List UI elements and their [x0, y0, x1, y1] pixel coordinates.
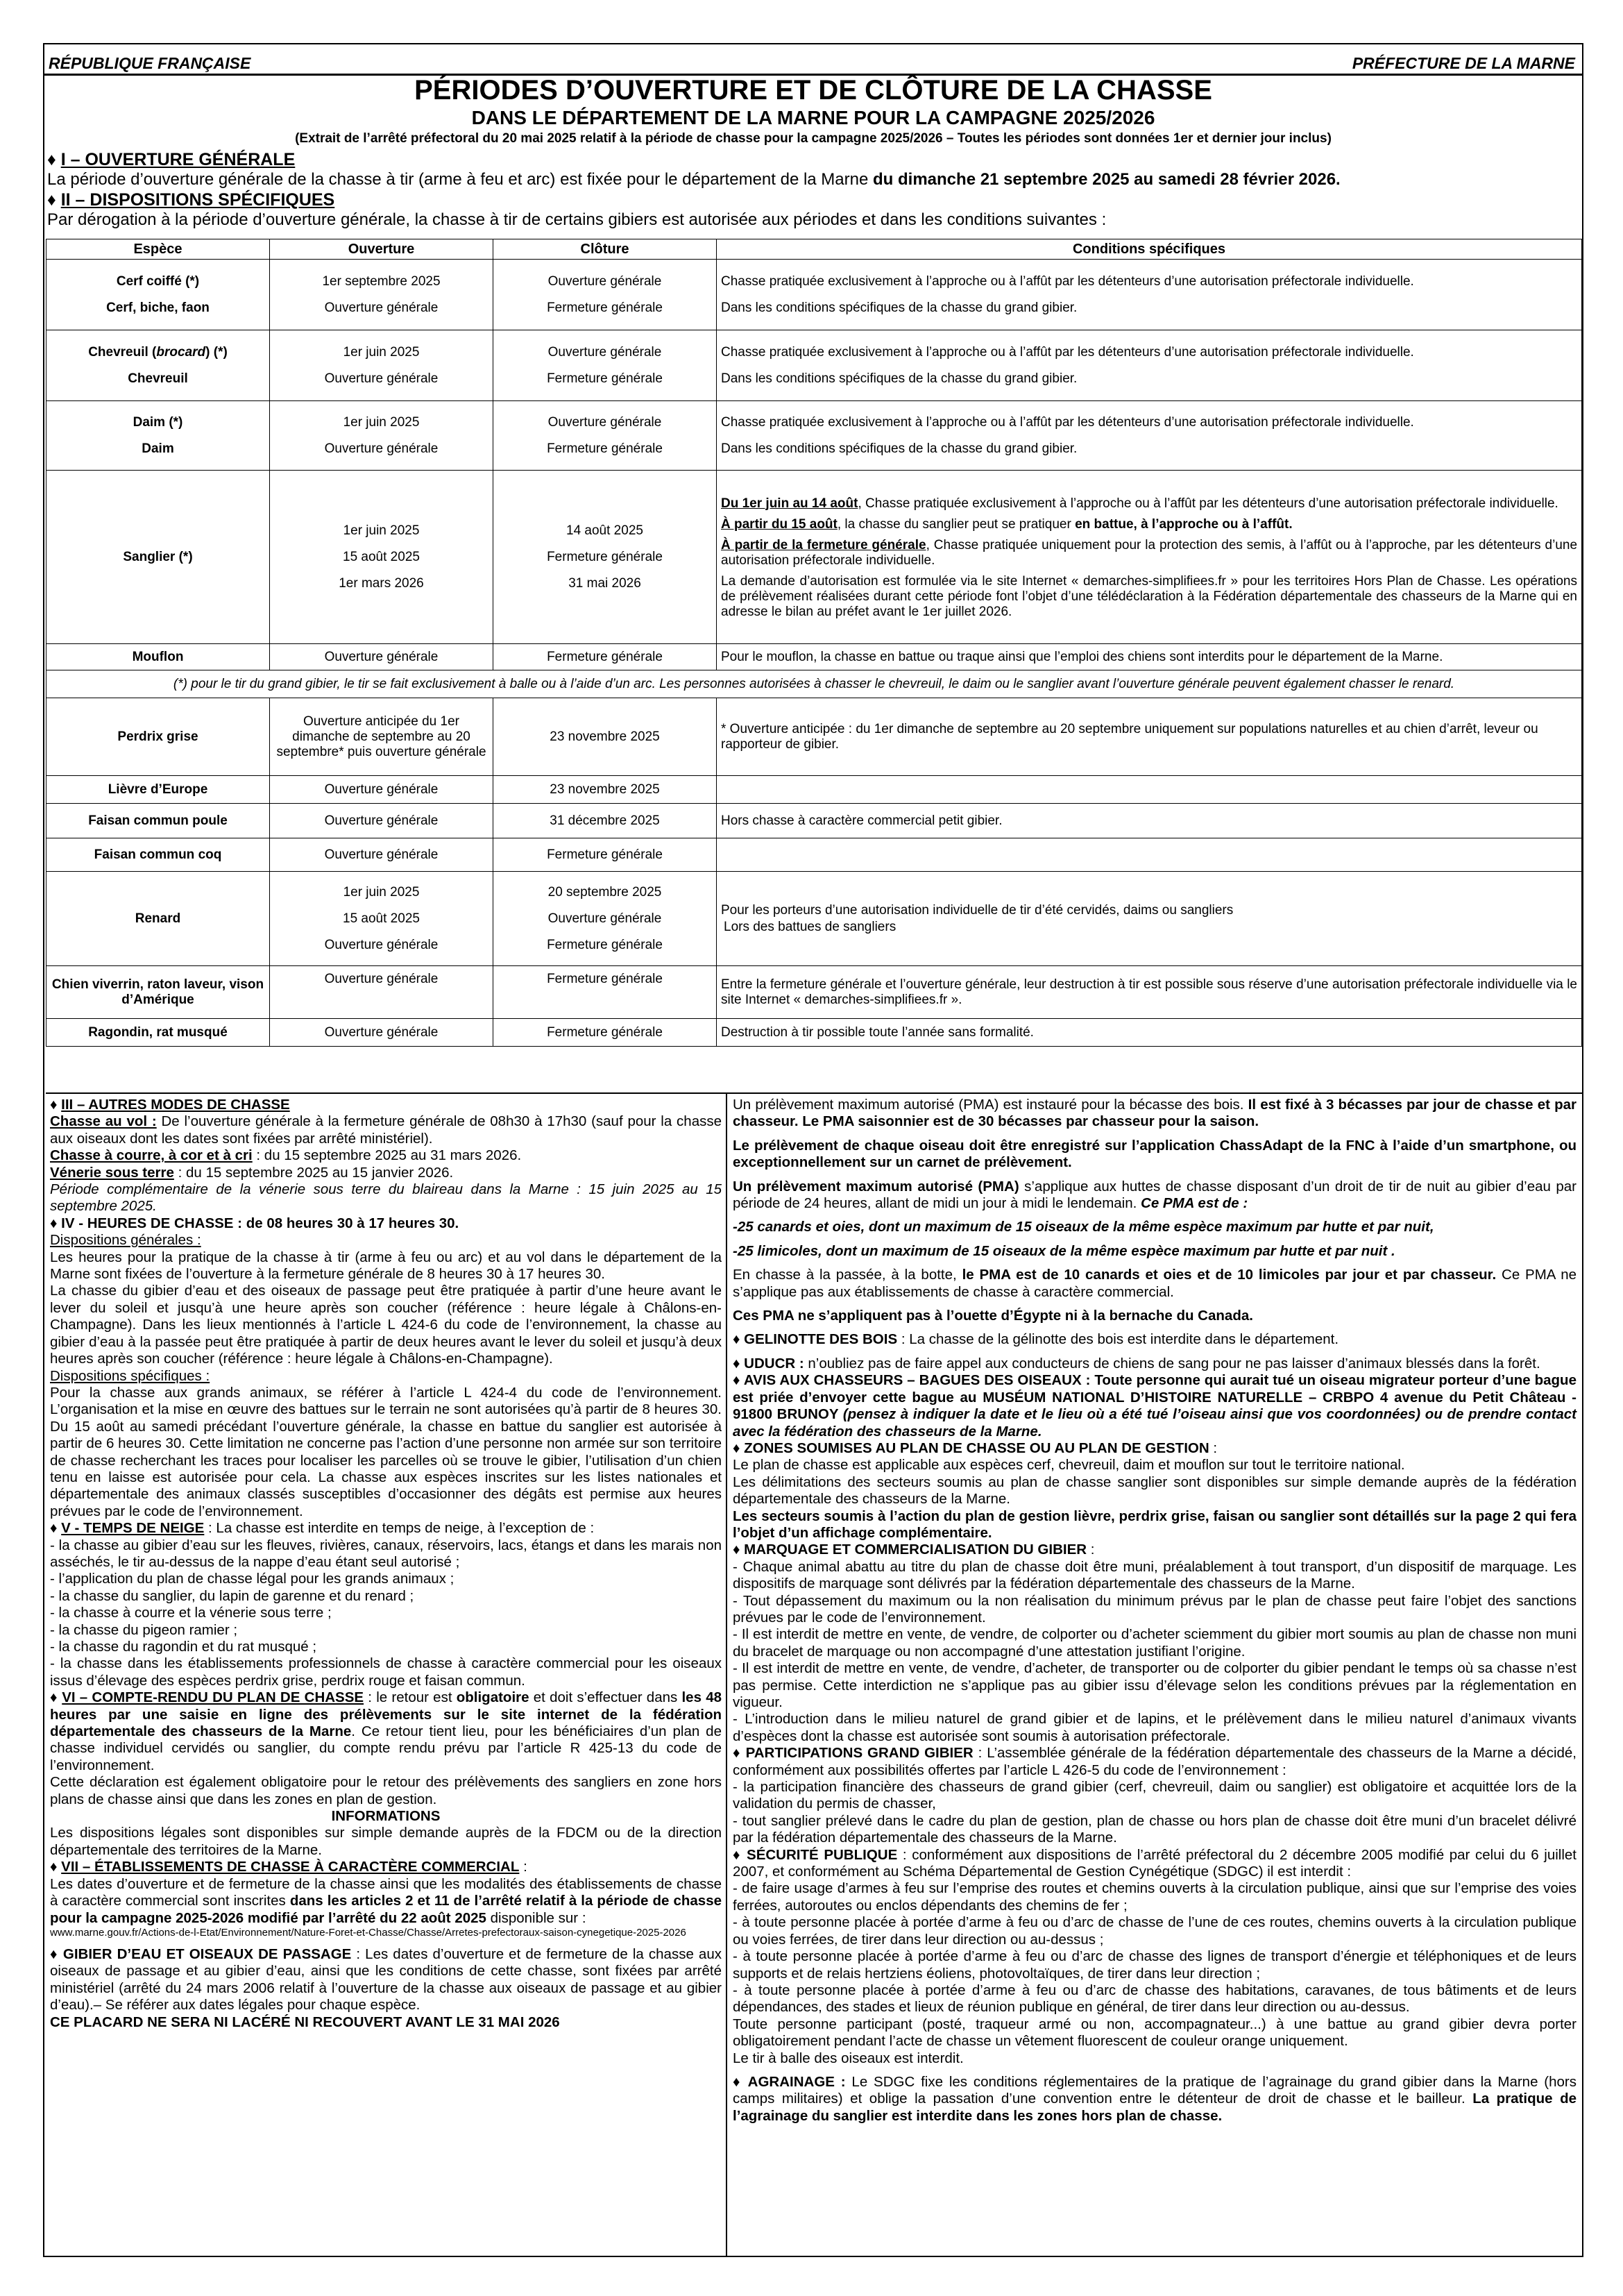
- table-row: [46, 1019, 1582, 1047]
- species-name: Faisan commun coq: [46, 838, 270, 872]
- species-name: Ragondin, rat musqué: [46, 1019, 270, 1047]
- dispositions-generales-1: Les heures pour la pratique de la chasse à tir (arme à feu ou arc) et au vol dans le département de la Marne sont fixées de l’ouverture à la fermeture générale de 8 heures 30 à 17 heures 30.: [50, 1249, 722, 1283]
- opening-date: 1er juin 2025: [343, 344, 420, 360]
- pma-chassadapt: Le prélèvement de chaque oiseau doit être enregistré sur l’application ChassAdapt de la FNC à l’aide d’un smartphone, ou exceptionnellement sur un carnet de prélèvement.: [733, 1137, 1577, 1171]
- section-1-heading: ♦ I – OUVERTURE GÉNÉRALE: [47, 150, 296, 169]
- table-row: [46, 838, 1582, 872]
- zones-heading: ♦ ZONES SOUMISES AU PLAN DE CHASSE OU AU PLAN DE GESTION :: [733, 1440, 1218, 1456]
- condition-text: * Ouverture anticipée : du 1er dimanche de septembre au 20 septembre uniquement sur populations naturelles et au chien d’arrêt, leveur ou rapporteur de gibier.: [717, 698, 1582, 776]
- right-column: [727, 1094, 1582, 2257]
- species-table: [46, 239, 1582, 1047]
- opening-date: Ouverture générale: [324, 300, 439, 315]
- section-4-heading: ♦ IV - HEURES DE CHASSE : de 08 heures 30 à 17 heures 30.: [50, 1215, 459, 1231]
- securite-item: - à toute personne placée à portée d’arme à feu ou d’arc de chasse des habitations, caravanes, de tous bâtiments et de leurs dépendances, des stades et lieux de réunion publique en général, de tirer dans leur direction ou au-dessus.: [733, 1982, 1577, 2016]
- page-title: PÉRIODES D’OUVERTURE ET DE CLÔTURE DE LA CHASSE: [414, 75, 1212, 105]
- closing-date: 31 décembre 2025: [493, 804, 717, 838]
- page-subtitle: DANS LE DÉPARTEMENT DE LA MARNE POUR LA CAMPAGNE 2025/2026: [471, 107, 1155, 128]
- opening-date: Ouverture générale: [270, 966, 493, 1019]
- closing-date: Ouverture générale: [547, 273, 662, 289]
- section-7-text: Les dates d’ouverture et de fermeture de la chasse ainsi que les modalités des établissements de chasse à caractère commercial sont inscrites dans les articles 2 et 11 de l’arrêté relatif à la période de chasse pour la campagne 2025-2026 modifié par l’arrêté du 22 août 2025 disponible sur :: [50, 1875, 722, 1926]
- neige-item: - la chasse du ragondin et du rat musqué ;: [50, 1639, 317, 1655]
- informations-heading: INFORMATIONS: [331, 1808, 441, 1825]
- dispositions-generales-heading: Dispositions générales :: [50, 1232, 201, 1249]
- section-5-heading: ♦ V - TEMPS DE NEIGE : La chasse est interdite en temps de neige, à l’exception de :: [50, 1520, 595, 1537]
- republique-label: RÉPUBLIQUE FRANÇAISE: [49, 54, 251, 72]
- condition-text: Du 1er juin au 14 août, Chasse pratiquée exclusivement à l’approche ou à l’affût par les détenteurs d’une autorisation préfectorale individuelle.: [721, 496, 1558, 511]
- table-row: [46, 401, 1582, 471]
- securite-item: - à toute personne placée à portée d’arme à feu ou d’arc de chasse de l’une de ces routes, chemins ouverts à la circulation publique ou voies ferrées, de tirer dans leur direction ou au-dessus ;: [733, 1914, 1577, 1948]
- table-row: [46, 804, 1582, 838]
- section-2-heading: ♦ II – DISPOSITIONS SPÉCIFIQUES: [47, 190, 335, 210]
- table-row: [46, 644, 1582, 670]
- opening-date: 1er juin 2025: [343, 414, 420, 430]
- participations-item: - la participation financière des chasseurs de grand gibier (cerf, chevreuil, daim ou sanglier) est obligatoire et acquittée lors de la validation du permis de chasser,: [733, 1779, 1577, 1812]
- opening-date: Ouverture générale: [270, 644, 493, 670]
- condition-text: Chasse pratiquée exclusivement à l’approche ou à l’affût par les détenteurs d’une autorisation préfectorale individuelle.: [721, 414, 1414, 430]
- condition-text: Pour les porteurs d’une autorisation individuelle de tir d’été cervidés, daims ou sangliers: [721, 902, 1234, 918]
- arrete-extract: (Extrait de l’arrêté préfectoral du 20 mai 2025 relatif à la période de chasse pour la campagne 2025/2026 – Toutes les périodes sont données 1er et dernier jour inclus): [295, 131, 1332, 146]
- condition-text: Chasse pratiquée exclusivement à l’approche ou à l’affût par les détenteurs d’une autorisation préfectorale individuelle.: [721, 273, 1414, 289]
- prefecture-label: PRÉFECTURE DE LA MARNE: [1352, 54, 1575, 72]
- neige-item: - l’application du plan de chasse légal pour les grands animaux ;: [50, 1571, 454, 1587]
- opening-date: Ouverture générale: [324, 441, 439, 456]
- condition-text: Chasse pratiquée exclusivement à l’approche ou à l’affût par les détenteurs d’une autorisation préfectorale individuelle.: [721, 344, 1414, 360]
- pma-huttes: Un prélèvement maximum autorisé (PMA) s’applique aux huttes de chasse disposant d’un droit de tir de nuit au gibier d’eau par période de 24 heures, allant de midi un jour à midi le lendemain. Ce PMA est de :: [733, 1178, 1577, 1212]
- marquage-heading: ♦ MARQUAGE ET COMMERCIALISATION DU GIBIER :: [733, 1542, 1095, 1558]
- condition-text: La demande d’autorisation est formulée via le site Internet « demarches-simplifiees.fr » pour les territoires Hors Plan de Chasse. Les opérations de prélèvement réalisées durant cette période font l’objet d’une télédéclaration à la Fédération départementale des chasseurs de la Marne qui en adresse le bilan au préfet avant le 1er juillet 2026.: [721, 573, 1577, 619]
- species-name: Faisan commun poule: [46, 804, 270, 838]
- securite: ♦ SÉCURITÉ PUBLIQUE : conformément aux dispositions de l’arrêté préfectoral du 2 décembre 2005 modifié par celui du 6 juillet 2007, et conformément au Schéma Départemental de Gestion Cynégétique (SDGC) il est interdit :: [733, 1846, 1577, 1880]
- closing-date: Fermeture générale: [493, 644, 717, 670]
- closing-date: Fermeture générale: [547, 937, 663, 952]
- opening-date: Ouverture générale: [324, 371, 439, 386]
- opening-date: 1er mars 2026: [339, 575, 424, 591]
- species-name: Cerf, biche, faon: [106, 300, 210, 315]
- pma-limicoles: -25 limicoles, dont un maximum de 15 oiseaux de la même espèce maximum par hutte et par nuit .: [733, 1242, 1395, 1259]
- placard-notice: CE PLACARD NE SERA NI LACÉRÉ NI RECOUVERT AVANT LE 31 MAI 2026: [50, 2014, 560, 2030]
- condition-text: À partir du 15 août, la chasse du sanglier peut se pratiquer en battue, à l’approche ou à l’affût.: [721, 516, 1293, 532]
- condition-text: [717, 776, 1582, 804]
- pma-becasse: Un prélèvement maximum autorisé (PMA) est instauré pour la bécasse des bois. Il est fixé à 3 bécasses par jour de chasse et par chasseur. Le PMA saisonnier est de 30 bécasses par chasseur pour la saison.: [733, 1097, 1577, 1130]
- closing-date: Fermeture générale: [547, 300, 663, 315]
- bottom-columns: [46, 1092, 1582, 2257]
- closing-date: 14 août 2025: [566, 523, 643, 538]
- section-3-heading: ♦ III – AUTRES MODES DE CHASSE: [50, 1097, 290, 1113]
- zones-text: Le plan de chasse est applicable aux espèces cerf, chevreuil, daim et mouflon sur tout le territoire national.: [733, 1457, 1405, 1474]
- marquage-item: - L’introduction dans le milieu naturel de grand gibier et de lapins, et le prélèvement dans le milieu naturel d’animaux vivants d’espèces dont la chasse est autorisée sont soumis à autorisation préfectorale.: [733, 1711, 1577, 1744]
- species-name: Chevreuil (brocard) (*): [88, 344, 228, 360]
- species-name: Renard: [46, 872, 270, 966]
- table-row: [46, 966, 1582, 1019]
- table-row: [46, 330, 1582, 401]
- species-name: Perdrix grise: [46, 698, 270, 776]
- avis-bagues: ♦ AVIS AUX CHASSEURS – BAGUES DES OISEAUX : Toute personne qui aurait tué un oiseau migrateur porteur d’une bague est priée d’envoyer cette bague au MUSÉUM NATIONAL D’HISTOIRE NATURELLE – CRBPO 4 avenue du Petit Château - 91800 BRUNOY (pensez à indiquer la date et le lieu où a été tué l’oiseau ainsi que vos coordonnées) ou de prendre contact avec la fédération des chasseurs de la Marne.: [733, 1372, 1577, 1440]
- participations-item: - tout sanglier prélevé dans le cadre du plan de gestion, plan de chasse ou hors plan de chasse doit être muni d’un bracelet délivré par la fédération départementale des chasseurs de la Marne.: [733, 1812, 1577, 1846]
- dispositions-generales-2: La chasse du gibier d’eau et des oiseaux de passage peut être pratiquée à partir d’une heure avant le lever du soleil et jusqu’à une heure après son coucher (référence : heure légale à Châlons-en-Champagne). Dans les lieux mentionnés à l’article L 424-6 du code de l’environnement, la chasse au gibier d’eau à la passée peut être pratiquée à partir de deux heures avant le lever du soleil et jusqu’à deux heures après son coucher (référence : heure légale à Châlons-en-Champagne).: [50, 1283, 722, 1367]
- venerie-sous-terre: Vénerie sous terre : du 15 septembre 2025 au 15 janvier 2026.: [50, 1164, 454, 1181]
- species-name: Daim (*): [133, 414, 183, 430]
- pma-exception: Ces PMA ne s’appliquent pas à l’ouette d’Égypte ni à la bernache du Canada.: [733, 1308, 1253, 1324]
- opening-date: 15 août 2025: [343, 911, 420, 926]
- securite-tir-balle: Le tir à balle des oiseaux est interdit.: [733, 2050, 964, 2066]
- pma-canards: -25 canards et oies, dont un maximum de 15 oiseaux de la même espèce maximum par hutte et par nuit,: [733, 1219, 1434, 1235]
- col-header: Conditions spécifiques: [717, 239, 1582, 260]
- condition-text: Lors des battues de sangliers: [724, 919, 897, 934]
- venerie-complementaire: Période complémentaire de la vénerie sous terre du blaireau dans la Marne : 15 juin 2025 au 15 septembre 2025.: [50, 1181, 722, 1215]
- table-header-row: [46, 239, 1582, 260]
- condition-text: Dans les conditions spécifiques de la chasse du grand gibier.: [721, 300, 1078, 315]
- neige-item: - la chasse du sanglier, du lapin de garenne et du renard ;: [50, 1587, 414, 1604]
- table-row: [46, 776, 1582, 804]
- section-6-declaration: Cette déclaration est également obligatoire pour le retour des prélèvements des sangliers en zone hors plans de chasse ainsi que dans les zones en plan de gestion.: [50, 1774, 722, 1807]
- grand-gibier-note: (*) pour le tir du grand gibier, le tir se fait exclusivement à balle ou à l’aide d’un arc. Les personnes autorisées à chasser le chevreuil, le daim ou le sanglier avant l’ouverture générale peuvent également chasser le renard.: [46, 670, 1582, 698]
- species-name: Mouflon: [46, 644, 270, 670]
- species-name: Chien viverrin, raton laveur, vison d’Amérique: [46, 966, 270, 1019]
- opening-date: Ouverture anticipée du 1er dimanche de septembre au 20 septembre* puis ouverture générale: [270, 698, 493, 776]
- opening-date: 1er juin 2025: [343, 884, 420, 900]
- chasse-au-vol: Chasse au vol : De l’ouverture générale à la fermeture générale de 08h30 à 17h30 (sauf pour la chasse aux oiseaux dont les dates sont fixées par arrêté ministériel).: [50, 1113, 722, 1147]
- table-row: [46, 471, 1582, 644]
- species-name: Daim: [142, 441, 174, 456]
- condition-text: Destruction à tir possible toute l’année sans formalité.: [717, 1019, 1582, 1047]
- condition-text: Dans les conditions spécifiques de la chasse du grand gibier.: [721, 441, 1078, 456]
- marquage-item: - Il est interdit de mettre en vente, de vendre, de colporter ou d’acheter sciemment du gibier mort soumis au plan de chasse non muni du bracelet de marquage ou non accompagné d’une attestation justifiant l’origine.: [733, 1626, 1577, 1660]
- condition-text: [717, 838, 1582, 872]
- condition-text: Pour le mouflon, la chasse en battue ou traque ainsi que l’emploi des chiens sont interdits pour le département de la Marne.: [717, 644, 1582, 670]
- placard-page: [43, 43, 1583, 2257]
- marquage-item: - Chaque animal abattu au titre du plan de chasse doit être muni, préalablement à tout transport, d’un dispositif de marquage. Les dispositifs de marquage sont délivrés par la fédération départementale des chasseurs de la Marne.: [733, 1558, 1577, 1592]
- closing-date: Fermeture générale: [547, 371, 663, 386]
- neige-item: - la chasse au gibier d’eau sur les fleuves, rivières, canaux, réservoirs, lacs, étangs et dans les marais non asséchés, le tir au-dessus de la nappe d’eau étant seul autorisé ;: [50, 1537, 722, 1570]
- closing-date: 23 novembre 2025: [493, 776, 717, 804]
- section-1-text: La période d’ouverture générale de la chasse à tir (arme à feu et arc) est fixée pour le département de la Marne du dimanche 21 septembre 2025 au samedi 28 février 2026.: [47, 170, 1341, 189]
- participations: ♦ PARTICIPATIONS GRAND GIBIER : L’assemblée générale de la fédération départementale des chasseurs de la Marne a décidé, conformément aux possibilités offertes par l’article L 426-5 du code de l’environnement :: [733, 1745, 1577, 1778]
- species-name: Cerf coiffé (*): [116, 273, 200, 289]
- condition-text: À partir de la fermeture générale, Chasse pratiquée uniquement pour la protection des semis, à l’affût ou à l’approche, par les détenteurs d’une autorisation préfectorale individuelle.: [721, 537, 1578, 568]
- table-note-row: [46, 670, 1582, 698]
- closing-date: 31 mai 2026: [568, 575, 641, 591]
- species-name: Sanglier (*): [46, 471, 270, 644]
- securite-battue: Toute personne participant (posté, traqueur armé ou non, accompagnateur...) à une battue au grand gibier devra porter obligatoirement pendant l’acte de chasse un vêtement fluorescent de couleur orange uniquement.: [733, 2016, 1577, 2050]
- uducr: ♦ UDUCR : n’oubliez pas de faire appel aux conducteurs de chiens de sang pour ne pas laisser d’animaux blessés dans la forêt.: [733, 1355, 1540, 1371]
- opening-date: 15 août 2025: [343, 549, 420, 564]
- zones-text: Les délimitations des secteurs soumis au plan de chasse sanglier sont disponibles sur simple demande auprès de la fédération départementale des chasseurs de la Marne.: [733, 1474, 1577, 1508]
- opening-date: 1er juin 2025: [343, 523, 420, 538]
- informations-text: Les dispositions légales sont disponibles sur simple demande auprès de la FDCM ou de la direction départementale des territoires de la Marne.: [50, 1825, 722, 1858]
- opening-date: Ouverture générale: [270, 776, 493, 804]
- opening-date: Ouverture générale: [270, 838, 493, 872]
- agrainage: ♦ AGRAINAGE : Le SDGC fixe les conditions réglementaires de la pratique de l’agrainage du grand gibier dans la Marne (hors camps militaires) et oblige la passation d’une convention entre le détenteur de droit de chasse et le bailleur. La pratique de l’agrainage du sanglier est interdite dans les zones hors plan de chasse.: [733, 2073, 1577, 2124]
- section-6: ♦ VI – COMPTE-RENDU DU PLAN DE CHASSE : le retour est obligatoire et doit s’effectuer dans les 48 heures par une saisie en ligne des prélèvements sur le site internet de la fédération départementale des chasseurs de la Marne. Ce retour tient lieu, pour les bénéficiaires d’un plan de chasse individuel cervidés ou sanglier, du compte rendu prévu par l’article R 425-13 du code de l’environnement.: [50, 1689, 722, 1773]
- dispositions-specifiques-heading: Dispositions spécifiques :: [50, 1367, 210, 1384]
- pma-passee: En chasse à la passée, à la botte, le PMA est de 10 canards et oies et de 10 limicoles par jour et par chasseur. Ce PMA ne s’applique pas aux établissements de chasse à caractère commercial.: [733, 1267, 1577, 1300]
- closing-date: Ouverture générale: [547, 414, 662, 430]
- col-header: Clôture: [493, 239, 717, 260]
- species-name: Lièvre d’Europe: [46, 776, 270, 804]
- table-row: [46, 698, 1582, 776]
- securite-item: - à toute personne placée à portée d’arme à feu ou d’arc de chasse des lignes de transport d’énergie et téléphoniques et de leurs supports et de relais hertziens éoliens, photovoltaïques, de tirer dans leur direction ;: [733, 1948, 1577, 1982]
- neige-item: - la chasse dans les établissements professionnels de chasse à caractère commercial pour les oiseaux issus d’élevage des espèces perdrix grise, perdrix rouge et faisan commun.: [50, 1655, 722, 1689]
- gelinotte: ♦ GELINOTTE DES BOIS : La chasse de la gélinotte des bois est interdite dans le département.: [733, 1331, 1339, 1348]
- closing-date: Fermeture générale: [547, 549, 663, 564]
- closing-date: Ouverture générale: [547, 911, 662, 926]
- table-row: [46, 872, 1582, 966]
- section-7-url[interactable]: www.marne.gouv.fr/Actions-de-l-Etat/Environnement/Nature-Foret-et-Chasse/Chasse/Arretes-prefectoraux-saison-cynegetique-2025-2026: [50, 1926, 686, 1939]
- left-column: [46, 1094, 727, 2257]
- closing-date: Fermeture générale: [493, 1019, 717, 1047]
- closing-date: Fermeture générale: [493, 838, 717, 872]
- closing-date: 23 novembre 2025: [493, 698, 717, 776]
- gibier-eau: ♦ GIBIER D’EAU ET OISEAUX DE PASSAGE : Les dates d’ouverture et de fermeture de la chasse aux oiseaux de passage et au gibier d’eau, ainsi que les conditions de cette chasse, sont fixées par arrêté ministériel (arrêté du 24 mars 2006 relatif à l’ouverture de la chasse aux oiseaux de passage et au gibier d’eau).– Se référer aux dates légales pour chaque espèce.: [50, 1945, 722, 2014]
- marquage-item: - Tout dépassement du maximum ou la non réalisation du minimum prévus par le plan de chasse peut faire l’objet des sanctions prévues par le code de l’environnement.: [733, 1592, 1577, 1626]
- closing-date: Fermeture générale: [547, 441, 663, 456]
- closing-date: Fermeture générale: [493, 966, 717, 1019]
- closing-date: Ouverture générale: [547, 344, 662, 360]
- chasse-a-courre: Chasse à courre, à cor et à cri : du 15 septembre 2025 au 31 mars 2026.: [50, 1147, 522, 1164]
- zones-text: Les secteurs soumis à l’action du plan de gestion lièvre, perdrix grise, faisan ou sanglier sont détaillés sur la page 2 qui fera l’objet d’un affichage complémentaire.: [733, 1508, 1577, 1541]
- neige-item: - la chasse du pigeon ramier ;: [50, 1621, 238, 1638]
- neige-item: - la chasse à courre et la vénerie sous terre ;: [50, 1605, 332, 1621]
- marquage-item: - Il est interdit de mettre en vente, de vendre, d’acheter, de transporter ou de colporter du gibier pendant le temps où sa chasse n’est pas permise. Cette interdiction ne s’applique pas au gibier issu d’élevage selon les conditions prévues par la réglementation en vigueur.: [733, 1660, 1577, 1710]
- opening-date: 1er septembre 2025: [322, 273, 441, 289]
- dispositions-specifiques-1: Pour la chasse aux grands animaux, se référer à l’article L 424-4 du code de l’environnement. L’organisation et la mise en œuvre des battues sur le terrain ne sont autorisées qu’à partir de 8 heures 30. Du 15 août au samedi précédant l’ouverture générale, la chasse en battue du sanglier est autorisée à partir de 6 heures 30. Cette limitation ne concerne pas l’action d’une personne non armée sur son territoire de chasse recherchant les traces pour localiser les parcelles où se trouve le gibier, l’utilisation d’un chien tenu en laisse est autorisée pour cela. La chasse aux espèces inscrites sur les listes nationales et départementale des animaux classés susceptibles d’occasionner des dégâts est permise aux heures prévues par le code de l’environnement.: [50, 1384, 722, 1519]
- opening-date: Ouverture générale: [270, 804, 493, 838]
- species-name: Chevreuil: [128, 371, 188, 386]
- opening-date: Ouverture générale: [324, 937, 439, 952]
- closing-date: 20 septembre 2025: [547, 884, 662, 900]
- condition-text: Entre la fermeture générale et l’ouverture générale, leur destruction à tir est possible sous réserve d’une autorisation préfectorale individuelle via le site Internet « demarches-simplifiees.fr ».: [717, 966, 1582, 1019]
- col-header: Ouverture: [270, 239, 493, 260]
- table-row: [46, 260, 1582, 330]
- securite-item: - de faire usage d’armes à feu sur l’emprise des routes et chemins ouverts à la circulation publique, ainsi que sur l’emprise des voies ferrées, autoroutes ou enclos dépendants des chemins de fer ;: [733, 1880, 1577, 1914]
- condition-text: Hors chasse à caractère commercial petit gibier.: [717, 804, 1582, 838]
- section-7-heading: ♦ VII – ÉTABLISSEMENTS DE CHASSE À CARACTÈRE COMMERCIAL :: [50, 1859, 527, 1875]
- section-2-text: Par dérogation à la période d’ouverture générale, la chasse à tir de certains gibiers est autorisée aux périodes et dans les conditions suivantes :: [47, 210, 1107, 229]
- condition-text: Dans les conditions spécifiques de la chasse du grand gibier.: [721, 371, 1078, 386]
- opening-date: Ouverture générale: [270, 1019, 493, 1047]
- col-header: Espèce: [46, 239, 270, 260]
